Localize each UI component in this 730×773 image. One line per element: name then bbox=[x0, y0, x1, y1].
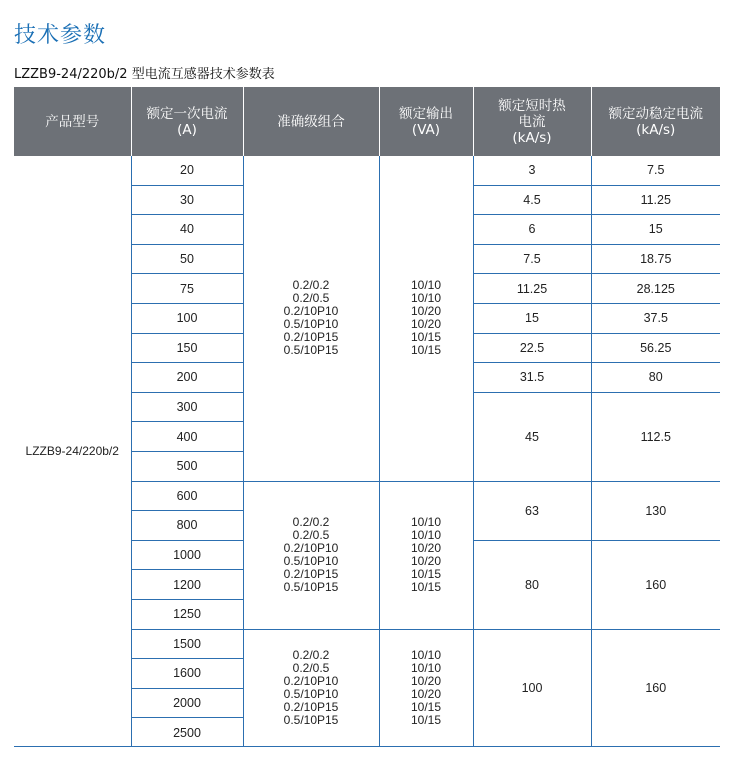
current-cell: 1200 bbox=[131, 570, 243, 600]
current-cell: 20 bbox=[131, 156, 243, 185]
accuracy-value: 0.2/10P15 bbox=[283, 567, 339, 582]
current-cell: 30 bbox=[131, 185, 243, 215]
current-cell: 150 bbox=[131, 333, 243, 363]
output-value: 10/15 bbox=[410, 343, 442, 358]
dynamic-cell: 160 bbox=[591, 540, 720, 629]
current-cell: 100 bbox=[131, 303, 243, 333]
header-dynamic: 额定动稳定电流 (kA/s) bbox=[591, 87, 720, 156]
accuracy-value: 0.5/10P10 bbox=[283, 554, 339, 569]
accuracy-value: 0.2/0.5 bbox=[292, 528, 330, 543]
header-model: 产品型号 bbox=[14, 87, 131, 156]
output-value: 10/10 bbox=[410, 291, 442, 306]
current-cell: 1000 bbox=[131, 540, 243, 570]
output-value: 10/20 bbox=[410, 674, 442, 689]
output-group-2 bbox=[379, 481, 473, 629]
table-bottom-rule bbox=[14, 746, 720, 747]
thermal-cell: 3 bbox=[473, 156, 591, 185]
accuracy-value: 0.2/0.2 bbox=[292, 278, 330, 293]
current-cell: 500 bbox=[131, 451, 243, 481]
thermal-cell: 63 bbox=[473, 481, 591, 540]
thermal-cell: 45 bbox=[473, 392, 591, 481]
output-value: 10/10 bbox=[410, 278, 442, 293]
current-cell: 2500 bbox=[131, 718, 243, 747]
output-value: 10/15 bbox=[410, 567, 442, 582]
accuracy-group-2 bbox=[243, 481, 379, 629]
header-primary-current: 额定一次电流 (A) bbox=[131, 87, 243, 156]
output-value: 10/20 bbox=[410, 317, 442, 332]
output-value: 10/20 bbox=[410, 541, 442, 556]
output-value: 10/10 bbox=[410, 648, 442, 663]
output-value: 10/20 bbox=[410, 304, 442, 319]
thermal-cell: 100 bbox=[473, 629, 591, 747]
accuracy-value: 0.5/10P15 bbox=[283, 713, 339, 728]
output-group-3 bbox=[379, 629, 473, 747]
header-output: 额定输出 (VA) bbox=[379, 87, 473, 156]
current-cell: 2000 bbox=[131, 688, 243, 718]
dynamic-cell: 112.5 bbox=[591, 392, 720, 481]
thermal-cell: 22.5 bbox=[473, 333, 591, 363]
current-cell: 200 bbox=[131, 363, 243, 393]
dynamic-cell: 11.25 bbox=[591, 185, 720, 215]
output-value: 10/20 bbox=[410, 687, 442, 702]
dynamic-cell: 18.75 bbox=[591, 244, 720, 274]
output-value: 10/10 bbox=[410, 515, 442, 530]
accuracy-value: 0.2/10P10 bbox=[283, 674, 339, 689]
thermal-cell: 80 bbox=[473, 540, 591, 629]
accuracy-value: 0.2/0.2 bbox=[292, 648, 330, 663]
dynamic-cell: 37.5 bbox=[591, 303, 720, 333]
output-value: 10/15 bbox=[410, 700, 442, 715]
accuracy-value: 0.5/10P15 bbox=[283, 580, 339, 595]
model-cell: LZZB9-24/220b/2 bbox=[25, 444, 119, 459]
thermal-cell: 7.5 bbox=[473, 244, 591, 274]
table-caption: LZZB9-24/220b/2 型电流互感器技术参数表 bbox=[14, 67, 275, 82]
header-accuracy: 准确级组合 bbox=[243, 87, 379, 156]
current-cell: 600 bbox=[131, 481, 243, 511]
accuracy-value: 0.5/10P15 bbox=[283, 343, 339, 358]
accuracy-value: 0.2/10P10 bbox=[283, 304, 339, 319]
table-header-row bbox=[14, 87, 720, 156]
table-row bbox=[14, 156, 720, 185]
current-cell: 400 bbox=[131, 422, 243, 452]
header-thermal: 额定短时热 电流 (kA/s) bbox=[473, 87, 591, 156]
dynamic-cell: 80 bbox=[591, 363, 720, 393]
accuracy-value: 0.2/0.2 bbox=[292, 515, 330, 530]
thermal-cell: 4.5 bbox=[473, 185, 591, 215]
current-cell: 1600 bbox=[131, 659, 243, 689]
current-cell: 75 bbox=[131, 274, 243, 304]
dynamic-cell: 7.5 bbox=[591, 156, 720, 185]
output-value: 10/15 bbox=[410, 580, 442, 595]
thermal-cell: 6 bbox=[473, 215, 591, 245]
dynamic-cell: 15 bbox=[591, 215, 720, 245]
dynamic-cell: 28.125 bbox=[591, 274, 720, 304]
accuracy-value: 0.2/10P10 bbox=[283, 541, 339, 556]
accuracy-value: 0.2/0.5 bbox=[292, 661, 330, 676]
accuracy-value: 0.2/0.5 bbox=[292, 291, 330, 306]
current-cell: 300 bbox=[131, 392, 243, 422]
accuracy-value: 0.2/10P15 bbox=[283, 700, 339, 715]
thermal-cell: 31.5 bbox=[473, 363, 591, 393]
output-value: 10/15 bbox=[410, 330, 442, 345]
output-value: 10/10 bbox=[410, 528, 442, 543]
current-cell: 1500 bbox=[131, 629, 243, 659]
accuracy-value: 0.5/10P10 bbox=[283, 317, 339, 332]
current-cell: 1250 bbox=[131, 599, 243, 629]
accuracy-value: 0.5/10P10 bbox=[283, 687, 339, 702]
accuracy-value: 0.2/10P15 bbox=[283, 330, 339, 345]
current-cell: 800 bbox=[131, 511, 243, 541]
accuracy-group-3 bbox=[243, 629, 379, 747]
dynamic-cell: 56.25 bbox=[591, 333, 720, 363]
current-cell: 50 bbox=[131, 244, 243, 274]
dynamic-cell: 160 bbox=[591, 629, 720, 747]
output-value: 10/10 bbox=[410, 661, 442, 676]
thermal-cell: 11.25 bbox=[473, 274, 591, 304]
output-value: 10/20 bbox=[410, 554, 442, 569]
output-value: 10/15 bbox=[410, 713, 442, 728]
current-cell: 40 bbox=[131, 215, 243, 245]
thermal-cell: 15 bbox=[473, 303, 591, 333]
dynamic-cell: 130 bbox=[591, 481, 720, 540]
spec-table bbox=[14, 87, 720, 747]
output-group-1 bbox=[379, 156, 473, 481]
accuracy-group-1 bbox=[243, 156, 379, 481]
page-title: 技术参数 bbox=[14, 23, 107, 48]
